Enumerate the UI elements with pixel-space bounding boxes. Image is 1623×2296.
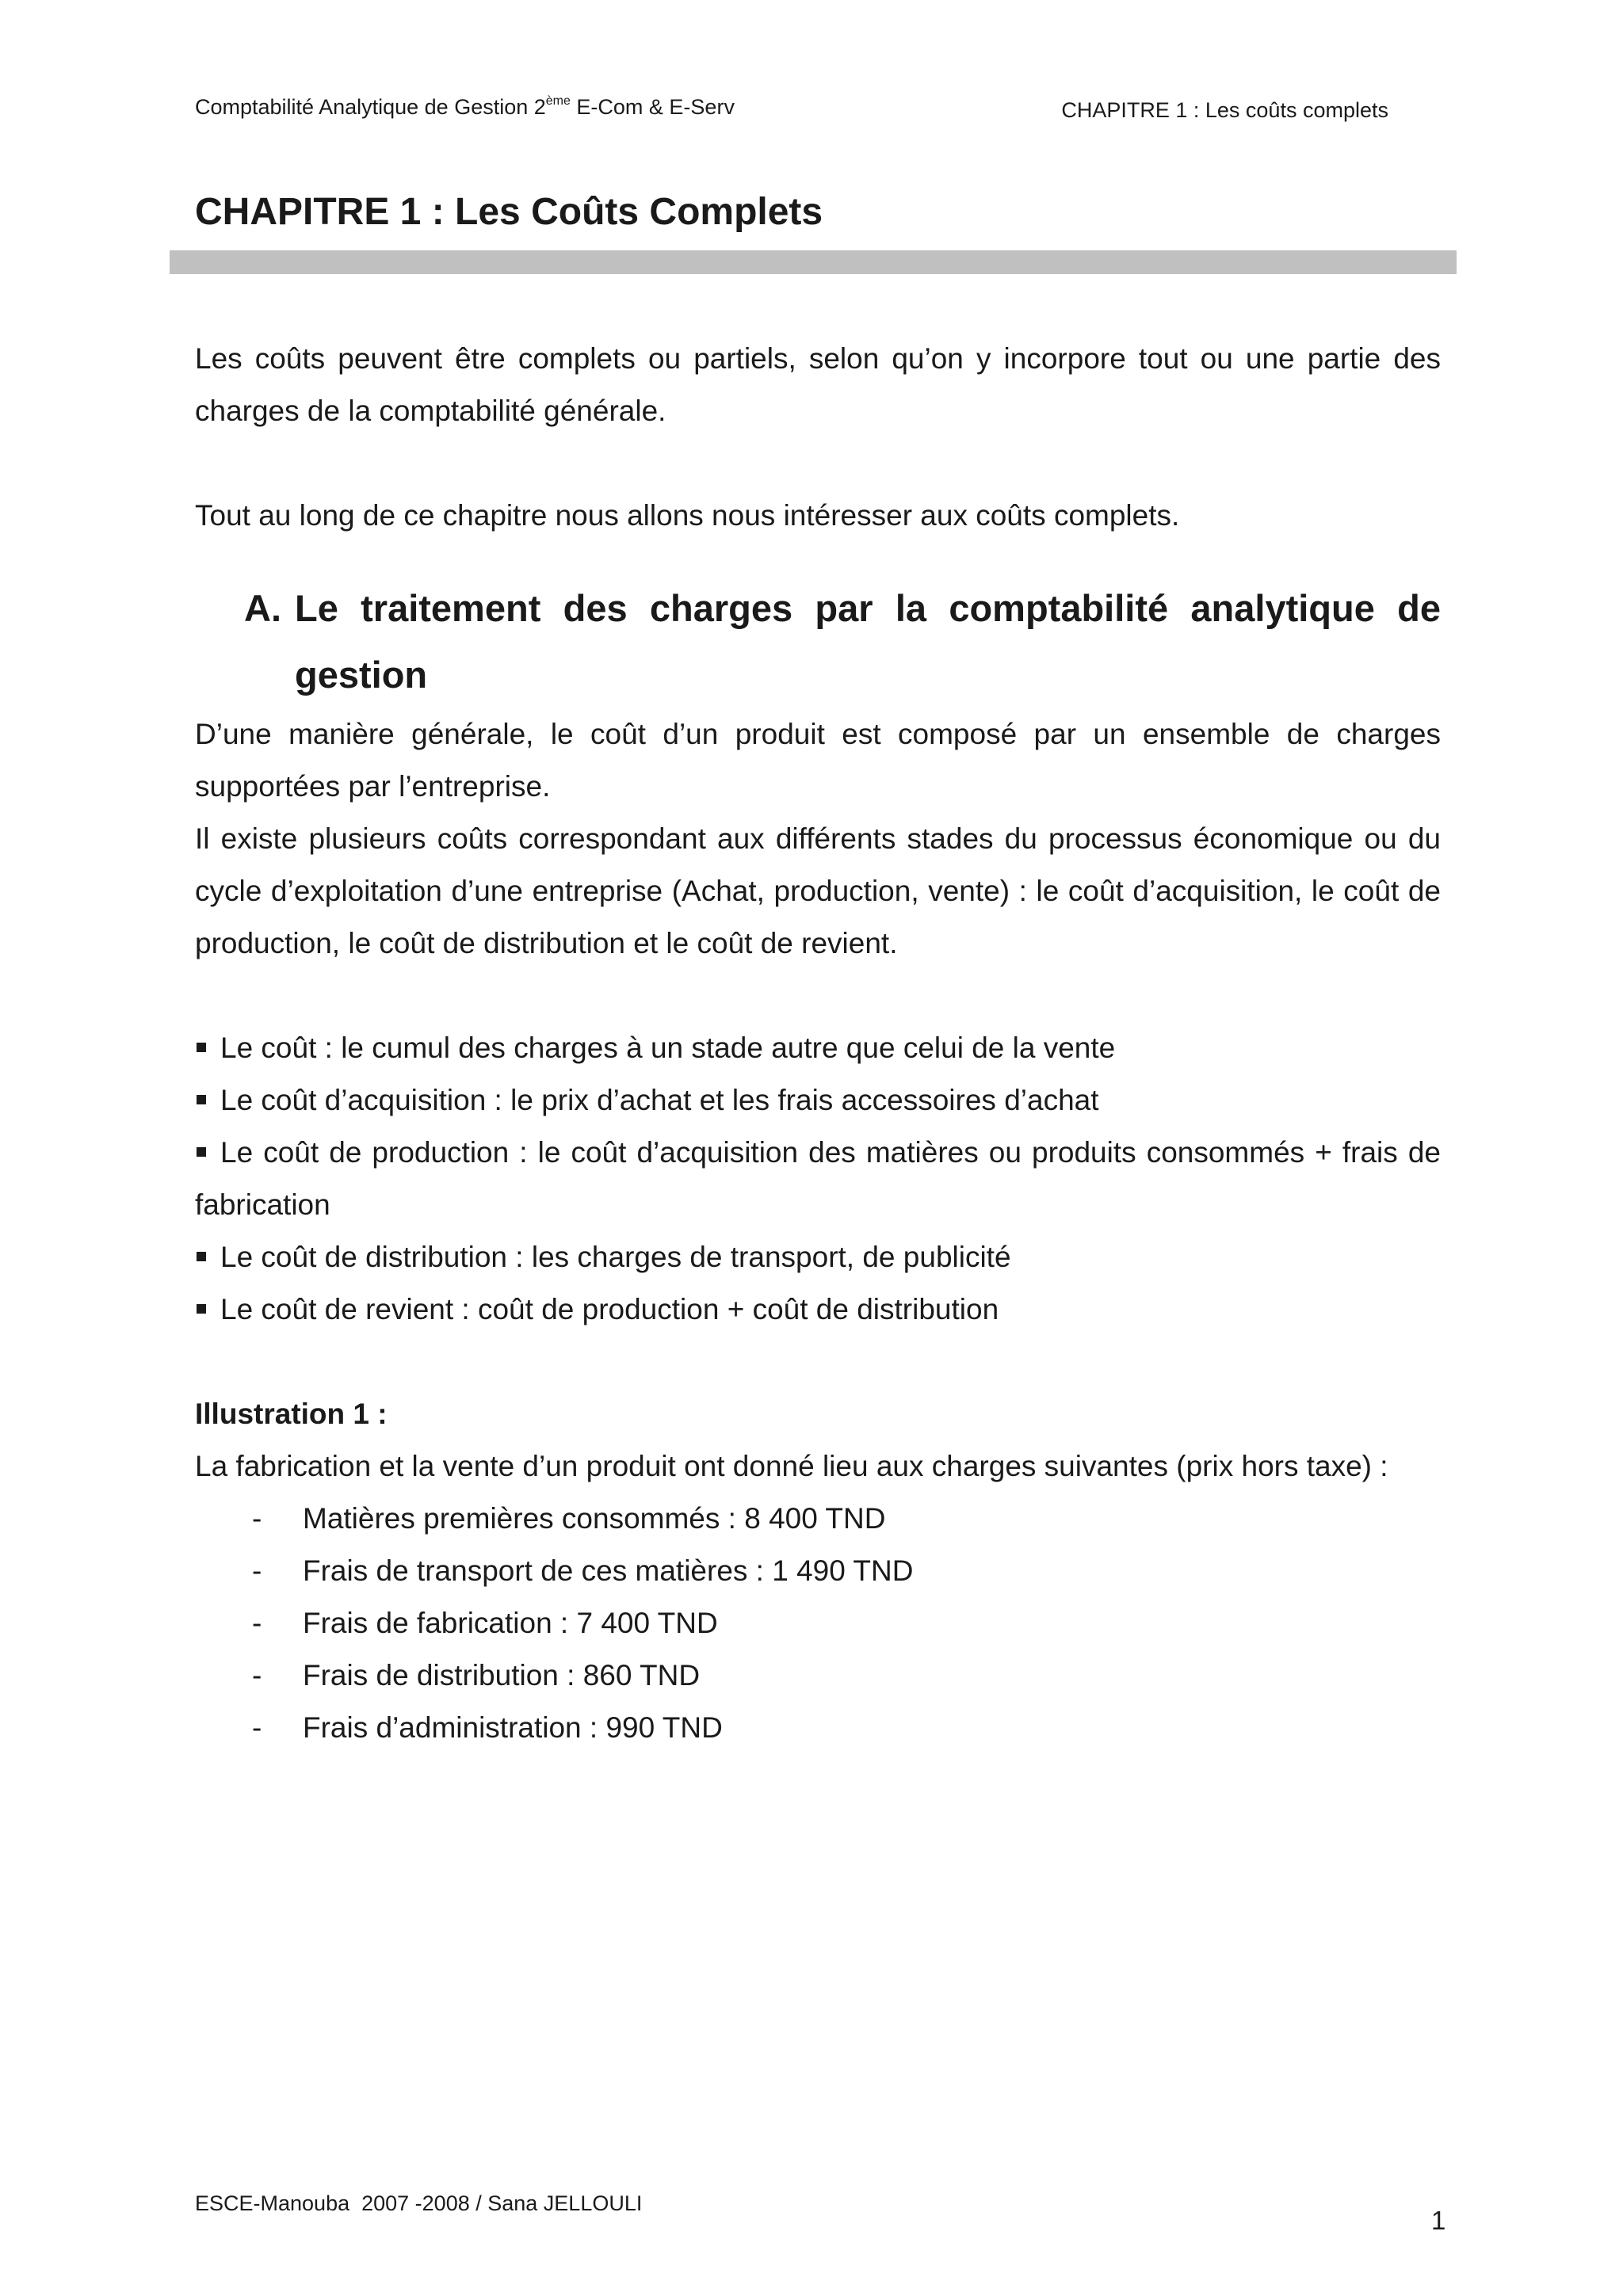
list-item [195,1702,1441,1754]
list-item [195,1597,1441,1650]
charges-list [195,1493,1441,1754]
illustration-label: Illustration 1 : [195,1398,388,1430]
header-chapter: CHAPITRE 1 : Les coûts complets [1061,98,1388,122]
footer-author: ESCE-Manouba 2007 -2008 / Sana JELLOULI [195,2191,643,2215]
dash-bullet: - [252,1502,262,1535]
list-item [195,1127,1441,1231]
list-item-text: Frais de fabrication : 7 400 TND [303,1607,718,1639]
list-item-text: Le coût d’acquisition : le prix d’achat et les frais accessoires d’achat [220,1084,1099,1116]
section-a-heading [195,575,1441,708]
dash-bullet: - [252,1711,262,1744]
square-bullet-icon [197,1095,206,1104]
list-item [195,1283,1441,1336]
intro-paragraph-2: Tout au long de ce chapitre nous allons nous intéresser aux coûts complets. [195,499,1180,532]
section-a-paragraph-2: Il existe plusieurs coûts correspondant aux différents stades du processus économique ou du cycle d’exploitation d’une entreprise (Achat, production, vente) : le coût d’acquisition, le coût de production, le coût de distribution et le coût de revient. [195,822,1441,959]
square-bullet-icon [197,1304,206,1314]
list-item-text: Frais de transport de ces matières : 1 490 TND [303,1554,914,1587]
list-item-text: Le coût de revient : coût de production + coût de distribution [220,1293,999,1325]
cost-definitions-list [195,1022,1441,1336]
header-course-suffix: E-Com & E-Serv [570,95,735,119]
title-underline-bar [170,250,1457,274]
list-item-text: Le coût de production : le coût d’acquisition des matières ou produits consommés + frais de fabrication [195,1136,1441,1221]
list-item-text: Frais de distribution : 860 TND [303,1659,701,1691]
main-content [195,333,1441,1754]
list-item [195,1074,1441,1127]
list-item [195,1231,1441,1283]
dash-bullet: - [252,1659,262,1691]
section-a-letter: A. [244,587,281,629]
header-superscript: ème [545,94,571,108]
chapter-title: CHAPITRE 1 : Les Coûts Complets [195,191,823,233]
list-item-text: Le coût de distribution : les charges de transport, de publicité [220,1241,1011,1273]
list-item [195,1545,1441,1597]
square-bullet-icon [197,1252,206,1261]
list-item [195,1022,1441,1074]
header-course-title [195,95,735,120]
list-item [195,1650,1441,1702]
square-bullet-icon [197,1147,206,1157]
dash-bullet: - [252,1607,262,1639]
square-bullet-icon [197,1043,206,1052]
illustration-intro: La fabrication et la vente d’un produit ont donné lieu aux charges suivantes (prix hors taxe) : [195,1450,1388,1482]
list-item-text: Matières premières consommés : 8 400 TND [303,1502,886,1535]
page-number: 1 [1431,2206,1446,2235]
intro-paragraph-1: Les coûts peuvent être complets ou partiels, selon qu’on y incorpore tout ou une partie des charges de la comptabilité générale. [195,342,1441,427]
list-item-text: Le coût : le cumul des charges à un stade autre que celui de la vente [220,1032,1116,1064]
section-a-title: Le traitement des charges par la comptabilité analytique de gestion [295,587,1441,696]
section-a-paragraph-1: D’une manière générale, le coût d’un produit est composé par un ensemble de charges supportées par l’entreprise. [195,718,1441,803]
list-item [195,1493,1441,1545]
dash-bullet: - [252,1554,262,1587]
list-item-text: Frais d’administration : 990 TND [303,1711,723,1744]
header-course-text: Comptabilité Analytique de Gestion 2 [195,95,546,119]
